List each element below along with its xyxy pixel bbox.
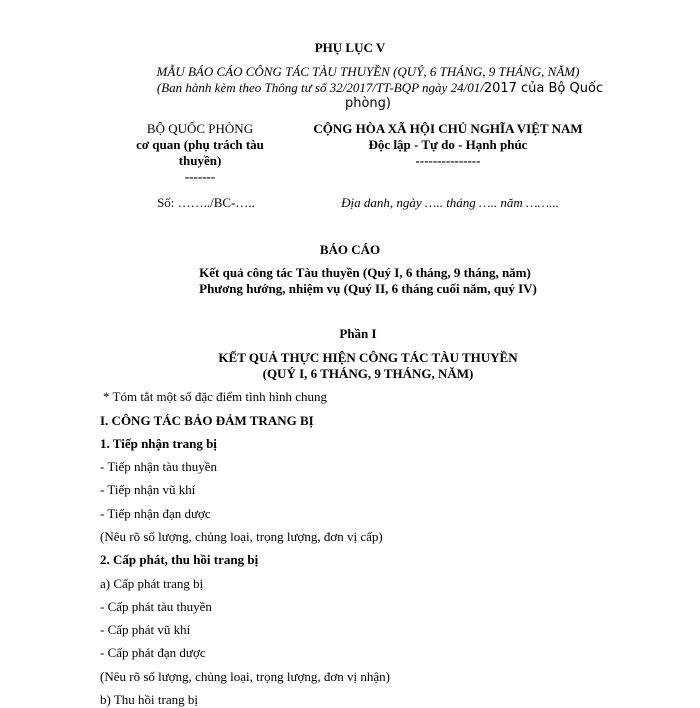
list-item: - Tiếp nhận đạn dược bbox=[100, 506, 211, 521]
place-date: Địa danh, ngày ….. tháng ….. năm ……... bbox=[341, 195, 559, 210]
list-item: - Cấp phát tàu thuyền bbox=[100, 599, 212, 614]
item-1-heading: 1. Tiếp nhận trang bị bbox=[100, 436, 217, 451]
form-title: MẪU BÁO CÁO CÔNG TÁC TÀU THUYỀN (QUÝ, 6 THÁNG, 9 THÁNG, NĂM) bbox=[156, 64, 580, 79]
agency-separator: ------- bbox=[184, 169, 216, 184]
agency-name-line-2: thuyền) bbox=[178, 153, 222, 168]
list-item: - Tiếp nhận vũ khí bbox=[100, 482, 196, 497]
part-heading-2: (QUÝ I, 6 THÁNG, 9 THÁNG, NĂM) bbox=[262, 366, 474, 381]
item-2-heading: 2. Cấp phát, thu hồi trang bị bbox=[100, 552, 259, 567]
list-item: - Tiếp nhận tàu thuyền bbox=[100, 459, 217, 474]
item-2a-note: (Nêu rõ số lượng, chủng loại, trọng lượng, đơn vị nhận) bbox=[100, 669, 390, 684]
issued-by-line-1 bbox=[0, 80, 700, 97]
ministry-name: BỘ QUỐC PHÒNG bbox=[146, 121, 254, 136]
nation-separator: --------------- bbox=[415, 153, 481, 168]
summary-line: * Tóm tắt một số đặc điểm tình hình chung bbox=[103, 389, 327, 404]
agency-name-line-1: cơ quan (phụ trách tàu bbox=[136, 137, 264, 152]
appendix-title: PHỤ LỤC V bbox=[314, 40, 386, 55]
section-1-heading: I. CÔNG TÁC BẢO ĐẢM TRANG BỊ bbox=[100, 413, 314, 428]
item-1-note: (Nêu rõ số lượng, chủng loại, trọng lượng, đơn vị cấp) bbox=[100, 529, 383, 544]
issued-by-line-2: phòng) bbox=[344, 96, 391, 111]
report-subtitle-2: Phương hướng, nhiệm vụ (Quý II, 6 tháng cuối năm, quý IV) bbox=[199, 281, 537, 296]
agency-block bbox=[105, 121, 295, 185]
list-item: - Cấp phát đạn dược bbox=[100, 645, 206, 660]
issued-by-rest: 2017 của Bộ Quốc bbox=[483, 81, 604, 96]
item-2b-heading: b) Thu hồi trang bị bbox=[100, 692, 198, 707]
report-subtitle-1: Kết quả công tác Tàu thuyền (Quý I, 6 tháng, 9 tháng, năm) bbox=[199, 265, 531, 280]
item-2a-heading: a) Cấp phát trang bị bbox=[100, 576, 204, 591]
report-title: BÁO CÁO bbox=[319, 242, 381, 257]
nation-motto: Độc lập - Tự do - Hạnh phúc bbox=[368, 137, 528, 152]
issued-by-italic: (Ban hành kèm theo Thông tư số 32/2017/TT-BQP ngày 24/01/ bbox=[156, 80, 484, 95]
nation-block bbox=[300, 121, 596, 169]
part-heading-1: KẾT QUẢ THỰC HIỆN CÔNG TÁC TÀU THUYỀN bbox=[218, 350, 518, 365]
part-label: Phần I bbox=[339, 326, 377, 341]
nation-name: CỘNG HÒA XÃ HỘI CHỦ NGHĨA VIỆT NAM bbox=[313, 121, 583, 136]
report-number: Số: ……../BC-….. bbox=[157, 195, 255, 210]
list-item: - Cấp phát vũ khí bbox=[100, 622, 191, 637]
